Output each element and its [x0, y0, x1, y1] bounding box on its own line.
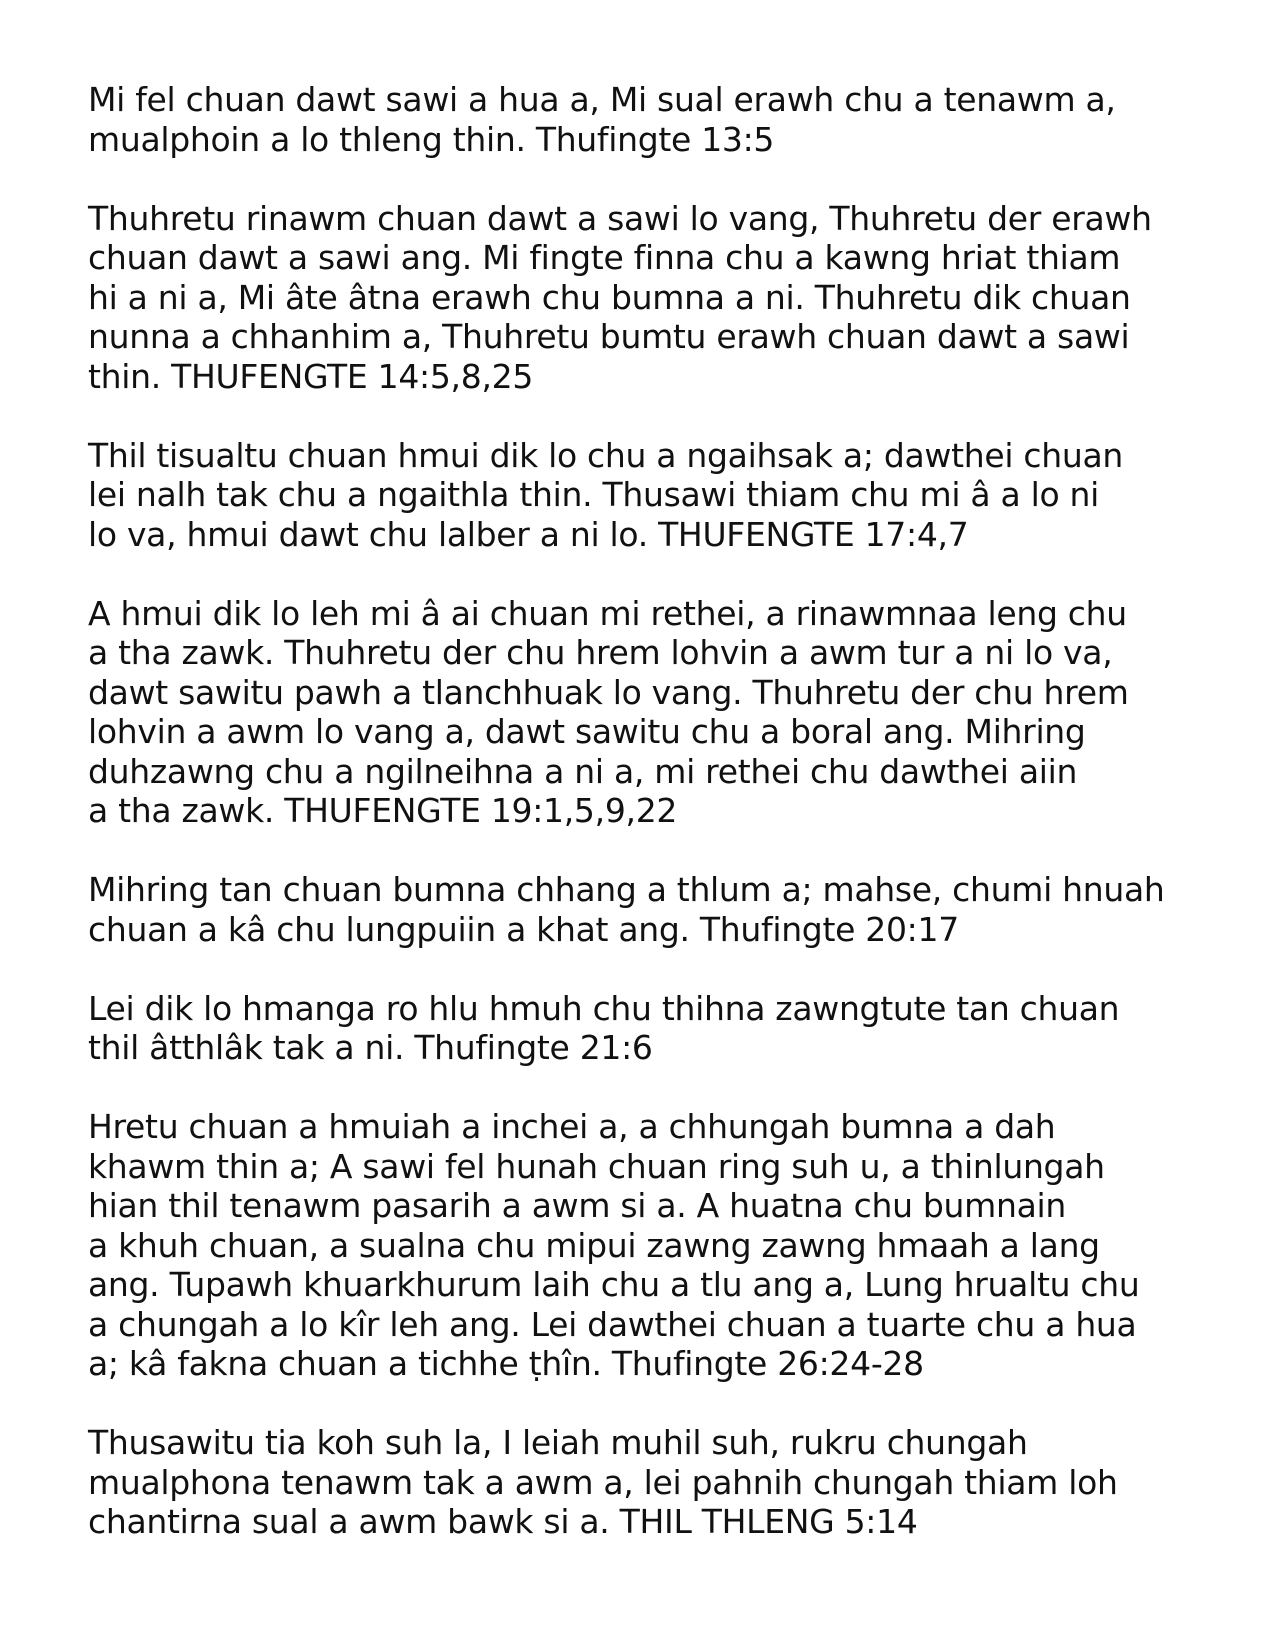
paragraph-5	[88, 870, 1228, 949]
text-line: mualphona tenawm tak a awm a, lei pahnih chungah thiam loh	[88, 1462, 1118, 1502]
text-line: Lei dik lo hmanga ro hlu hmuh chu thihna zawngtute tan chuan	[88, 988, 1120, 1028]
text-line: chuan dawt a sawi ang. Mi fingte finna chu a kawng hriat thiam	[88, 238, 1121, 277]
text-line: A hmui dik lo leh mi â ai chuan mi rethei, a rinawmnaa leng chu	[88, 593, 1127, 633]
text-line: a tha zawk. Thuhretu der chu hrem lohvin a awm tur a ni lo va,	[88, 633, 1113, 672]
text-line: ang. Tupawh khuarkhurum laih chu a tlu ang a, Lung hrualtu chu	[88, 1265, 1140, 1304]
text-line: a tha zawk. THUFENGTE 19:1,5,9,22	[88, 791, 678, 830]
paragraph-1	[88, 80, 1228, 159]
text-line: khawm thin a; A sawi fel hunah chuan ring suh u, a thinlungah	[88, 1146, 1105, 1186]
text-line: hi a ni a, Mi âte âtna erawh chu bumna a ni. Thuhretu dik chuan	[88, 277, 1131, 317]
paragraph-7	[88, 1107, 1228, 1384]
text-line: Thusawitu tia koh suh la, I leiah muhil suh, rukru chungah	[88, 1423, 1028, 1462]
text-line: lei nalh tak chu a ngaithla thin. Thusawi thiam chu mi â a lo ni	[88, 475, 1100, 514]
text-line: hian thil tenawm pasarih a awm si a. A huatna chu bumnain	[88, 1186, 1067, 1225]
text-line: nunna a chhanhim a, Thuhretu bumtu erawh chuan dawt a sawi	[88, 317, 1130, 356]
text-line: thil âtthlâk tak a ni. Thufingte 21:6	[88, 1028, 653, 1067]
paragraph-3	[88, 436, 1228, 555]
text-line: chantirna sual a awm bawk si a. THIL THLENG 5:14	[88, 1502, 918, 1541]
text-line: Hretu chuan a hmuiah a inchei a, a chhungah bumna a dah	[88, 1107, 1056, 1146]
text-line: duhzawng chu a ngilneihna a ni a, mi rethei chu dawthei aiin	[88, 751, 1078, 791]
paragraph-6	[88, 989, 1228, 1068]
text-line: a; kâ fakna chuan a tichhe ṭhîn. Thufingte 26:24-28	[88, 1344, 924, 1383]
text-line: Thil tisualtu chuan hmui dik lo chu a ngaihsak a; dawthei chuan	[88, 435, 1124, 475]
text-line: a chungah a lo kîr leh ang. Lei dawthei chuan a tuarte chu a hua	[88, 1304, 1137, 1344]
text-line: chuan a kâ chu lungpuiin a khat ang. Thufingte 20:17	[88, 909, 959, 949]
text-line: thin. THUFENGTE 14:5,8,25	[88, 356, 534, 396]
text-line: Thuhretu rinawm chuan dawt a sawi lo vang, Thuhretu der erawh	[88, 198, 1152, 238]
paragraph-4	[88, 594, 1228, 831]
text-line: mualphoin a lo thleng thin. Thufingte 13:5	[88, 119, 775, 159]
text-line: lo va, hmui dawt chu lalber a ni lo. THUFENGTE 17:4,7	[88, 514, 969, 554]
document-page	[88, 80, 1228, 1542]
paragraph-8	[88, 1423, 1228, 1542]
text-line: lohvin a awm lo vang a, dawt sawitu chu a boral ang. Mihring	[88, 712, 1086, 751]
text-line: a khuh chuan, a sualna chu mipui zawng zawng hmaah a lang	[88, 1225, 1100, 1265]
text-line: Mi fel chuan dawt sawi a hua a, Mi sual erawh chu a tenawm a,	[88, 80, 1116, 119]
text-line: dawt sawitu pawh a tlanchhuak lo vang. Thuhretu der chu hrem	[88, 672, 1129, 712]
text-line: Mihring tan chuan bumna chhang a thlum a; mahse, chumi hnuah	[88, 870, 1165, 909]
paragraph-2	[88, 199, 1228, 397]
